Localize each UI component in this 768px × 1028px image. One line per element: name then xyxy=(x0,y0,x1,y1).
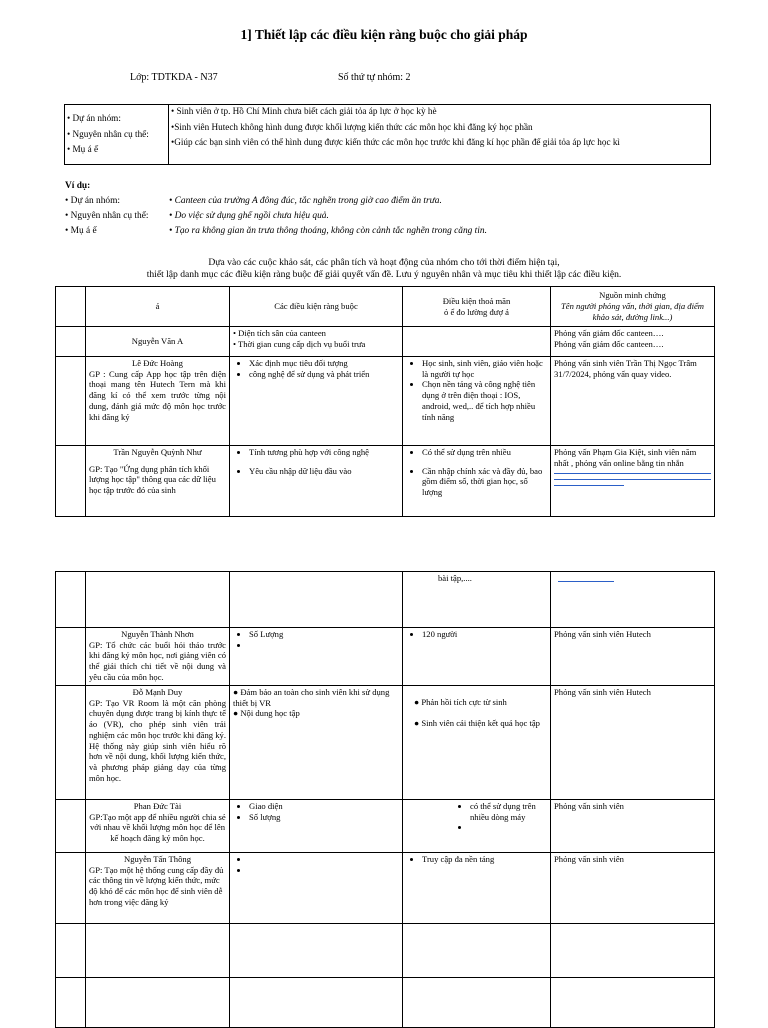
table-row xyxy=(56,686,715,800)
member-name: Trần Nguyễn Quỳnh Như xyxy=(113,447,202,457)
header-text: Nguồn minh chứng xyxy=(599,290,666,301)
group-number: Số thứ tự nhóm: 2 xyxy=(338,72,411,83)
overview-value: •Sinh viên Hutech không hình dung được khối lượng kiến thức các môn học khi đăng ký học phần xyxy=(171,121,533,132)
constraints-cell xyxy=(230,446,403,517)
overview-values xyxy=(169,105,711,165)
constraints-cell xyxy=(230,327,403,357)
condition-item: • Cần nhập chính xác và đầy đủ, bao gồm điểm số, thời gian học, số lượng xyxy=(422,466,547,498)
source-item: Phỏng vấn giám đốc canteen…. xyxy=(554,328,664,338)
example-label: • Mụ á ế xyxy=(65,226,97,236)
solution-text: GP: Tạo "Ứng dụng phân tích khối lượng học tập" thông qua các dữ liệu học tập trước đó của sinh xyxy=(89,463,216,496)
solution-text: GP: Tổ chức các buổi hỏi thảo trước khi đăng ký môn học, nơi giảng viên có thể giải thích chi tiết về nội dung và yêu cầu của môn học. xyxy=(89,639,226,682)
constraint-item xyxy=(249,865,399,876)
constraint-item: • Tính tương phù hợp với công nghệ xyxy=(249,447,399,458)
constraint-item: ● Nội dung học tập xyxy=(233,708,300,719)
constraint-item: • Xác định mục tiêu đối tượng xyxy=(249,358,399,369)
source-item: Phỏng vấn giám đốc canteen…. xyxy=(554,338,664,349)
constraint-item: • công nghệ để sử dụng và phát triển xyxy=(249,369,399,380)
class-label: Lớp: TDTKDA - N37 xyxy=(130,72,218,83)
constraint-item xyxy=(249,854,399,865)
sources-cell xyxy=(551,327,715,357)
example-heading: Ví dụ: xyxy=(65,181,91,191)
condition-item: • 120 người xyxy=(422,629,547,640)
constraint-item: • Diện tích sân của canteen xyxy=(233,328,326,338)
table-row xyxy=(56,572,715,628)
member-name: Nguyễn Văn A xyxy=(86,327,230,357)
table-row xyxy=(56,978,715,1028)
sources-cell xyxy=(551,446,715,517)
member-cell xyxy=(86,800,230,853)
table-row xyxy=(56,628,715,686)
condition-item: • có thể sử dụng trên nhiều dòng máy xyxy=(470,801,547,822)
sources-cell: Phỏng vấn sinh viên xyxy=(551,800,715,853)
table-row xyxy=(56,327,715,357)
constraint-item: • Yêu cầu nhập dữ liệu đầu vào xyxy=(249,466,399,477)
member-cell xyxy=(86,628,230,686)
solution-text: GP:Tạo một app để nhiều người chia sẻ với nhau về khối lượng môn học để lên kế hoạch đăng ký môn học. xyxy=(89,811,226,844)
sources-cell: Phỏng vấn sinh viên xyxy=(551,853,715,924)
intro-text xyxy=(0,257,768,282)
page-title: 1] Thiết lập các điều kiện ràng buộc cho giải pháp xyxy=(240,27,528,42)
member-cell xyxy=(86,853,230,924)
conditions-cell xyxy=(403,446,551,517)
constraints-cell xyxy=(230,628,403,686)
conditions-cell xyxy=(403,628,551,686)
member-name: Đỗ Mạnh Duy xyxy=(132,687,183,697)
solution-text: GP: Tạo một hệ thống cung cấp đầy đủ các thông tin về lượng kiến thức, mức độ khó để các môn học để sinh viên dễ hơn trong việc đăng ký xyxy=(89,864,224,907)
sources-cell: Phỏng vấn sinh viên Hutech xyxy=(551,628,715,686)
conditions-cell xyxy=(403,572,551,628)
table-row xyxy=(56,446,715,517)
table-row xyxy=(56,853,715,924)
member-name: Nguyễn Tấn Thông xyxy=(124,854,191,864)
example-value: • Canteen của trường A đông đúc, tắc nghẽn trong giờ cao điểm ăn trưa. xyxy=(169,196,442,206)
link-underline xyxy=(558,581,614,582)
header-text: Tên người phỏng vấn, thời gian, địa điểm khảo sát, đường link...) xyxy=(561,301,704,322)
example-value: • Tạo ra không gian ăn trưa thông thoáng, không còn cảnh tắc nghẽn trong căng tin. xyxy=(169,226,487,236)
table-row xyxy=(56,924,715,978)
constraints-table-continued xyxy=(55,571,715,1028)
header-cell xyxy=(403,287,551,327)
header-cell: Các điều kiện ràng buộc xyxy=(230,287,403,327)
constraint-item: • Giao diện xyxy=(249,801,399,812)
conditions-cell xyxy=(403,800,551,853)
source-item: Phỏng vấn Phạm Gia Kiệt, sinh viên năm nhất , phỏng vấn online bằng tin nhắn xyxy=(554,447,697,468)
header-cell xyxy=(56,287,86,327)
constraints-cell xyxy=(230,686,403,800)
member-name: Phan Đức Tài xyxy=(133,801,182,811)
constraint-item xyxy=(249,640,399,651)
example-label: • Dự án nhóm: xyxy=(65,196,120,206)
header-cell xyxy=(551,287,715,327)
condition-item: • Học sinh, sinh viên, giáo viên hoặc là người tự học xyxy=(422,358,547,379)
constraint-item: ● Đảm bảo an toàn cho sinh viên khi sử dụng thiết bị VR xyxy=(233,687,390,708)
constraints-cell xyxy=(230,800,403,853)
overview-label: • Dự án nhóm: xyxy=(67,113,121,124)
member-name: Nguyễn Thành Nhơn xyxy=(121,629,194,639)
sources-cell xyxy=(551,572,715,628)
solution-text: GP: Tạo VR Room là một căn phòng chuyên dụng được trang bị kính thực tế ảo (VR), cho phép sinh viên trải nghiệm các môn học trước khi đăng ký. Hệ thống này giúp sinh viên hiểu rõ hơn về nội dung, khối lượng kiến thức, và phương pháp giảng dạy của từng môn học. xyxy=(89,697,226,783)
conditions-cell xyxy=(403,686,551,800)
intro-line: thiết lập danh mục các điều kiện ràng buộc để giải quyết vấn đề. Lưu ý nguyên nhân và mục tiêu khi thiết lập các điều kiện. xyxy=(146,269,622,281)
overview-label: • Nguyên nhân cụ thể: xyxy=(67,128,149,139)
header-cell: á xyxy=(86,287,230,327)
intro-line: Dựa vào các cuộc khảo sát, các phân tích và hoạt động của nhóm cho tới thời điểm hiện tại, xyxy=(208,257,560,268)
overview-labels xyxy=(65,105,169,165)
example-label: • Nguyên nhân cụ thể: xyxy=(65,211,149,221)
sources-cell: Phỏng vấn sinh viên Trần Thị Ngọc Trâm 31/7/2024, phỏng vấn quay video. xyxy=(551,357,715,446)
header-text: Điều kiện thoả mãn xyxy=(442,295,511,306)
member-cell xyxy=(86,357,230,446)
constraint-item: • Số lượng xyxy=(249,812,399,823)
condition-item: • Chọn nền tảng và công nghệ tiên dụng ở trên điện thoại : IOS, android, wed,.. để tích hợp nhiều tính năng xyxy=(422,379,547,422)
continuation-text: bài tập,.... xyxy=(438,573,472,583)
sources-cell: Phỏng vấn sinh viên Hutech xyxy=(551,686,715,800)
link-underline xyxy=(554,473,711,474)
table-row xyxy=(56,357,715,446)
member-cell xyxy=(86,686,230,800)
link-underline xyxy=(554,479,711,480)
header-text: ỏ ể đo lường đượ ả xyxy=(444,306,509,317)
overview-label: • Mụ á ế xyxy=(67,144,99,155)
member-name: Lê Đức Hoàng xyxy=(132,358,183,368)
table-header-row xyxy=(56,287,715,327)
overview-table xyxy=(64,104,711,165)
example-block xyxy=(65,181,715,241)
condition-item: ● Phản hồi tích cực từ sinh xyxy=(414,697,507,707)
condition-item: • Truy cập đa nền tảng xyxy=(422,854,547,865)
example-value: • Do việc sử dụng ghế ngồi chưa hiệu quả. xyxy=(169,211,329,221)
constraint-item: • Thời gian cung cấp dịch vụ buổi trưa xyxy=(233,338,366,349)
constraint-item: • Số Lượng xyxy=(249,629,399,640)
constraints-cell xyxy=(230,357,403,446)
condition-item xyxy=(470,822,547,833)
member-cell xyxy=(86,446,230,517)
conditions-cell xyxy=(403,853,551,924)
overview-value: •Giúp các bạn sinh viên có thể hình dung được kiến thức các môn học trước khi đăng kí học phần để giải tỏa áp lực học kì xyxy=(171,137,620,147)
conditions-cell xyxy=(403,357,551,446)
table-row xyxy=(56,800,715,853)
condition-item: • Có thể sử dụng trên nhiều xyxy=(422,447,547,458)
solution-text: GP : Cung cấp App học tập trên điện thoại mang tên Hutech Tern mà khi đăng kí có thể xem trước từng nội dung, đánh giá mức độ môn học trước khi đăng ký xyxy=(89,368,226,422)
constraints-table xyxy=(55,286,715,517)
constraints-cell xyxy=(230,853,403,924)
link-underline xyxy=(554,485,624,486)
overview-value: • Sinh viên ở tp. Hồ Chí Minh chưa biết cách giải tỏa áp lực ở học kỳ hè xyxy=(171,106,437,116)
condition-item: ● Sinh viên cải thiện kết quả học tập xyxy=(414,717,540,728)
